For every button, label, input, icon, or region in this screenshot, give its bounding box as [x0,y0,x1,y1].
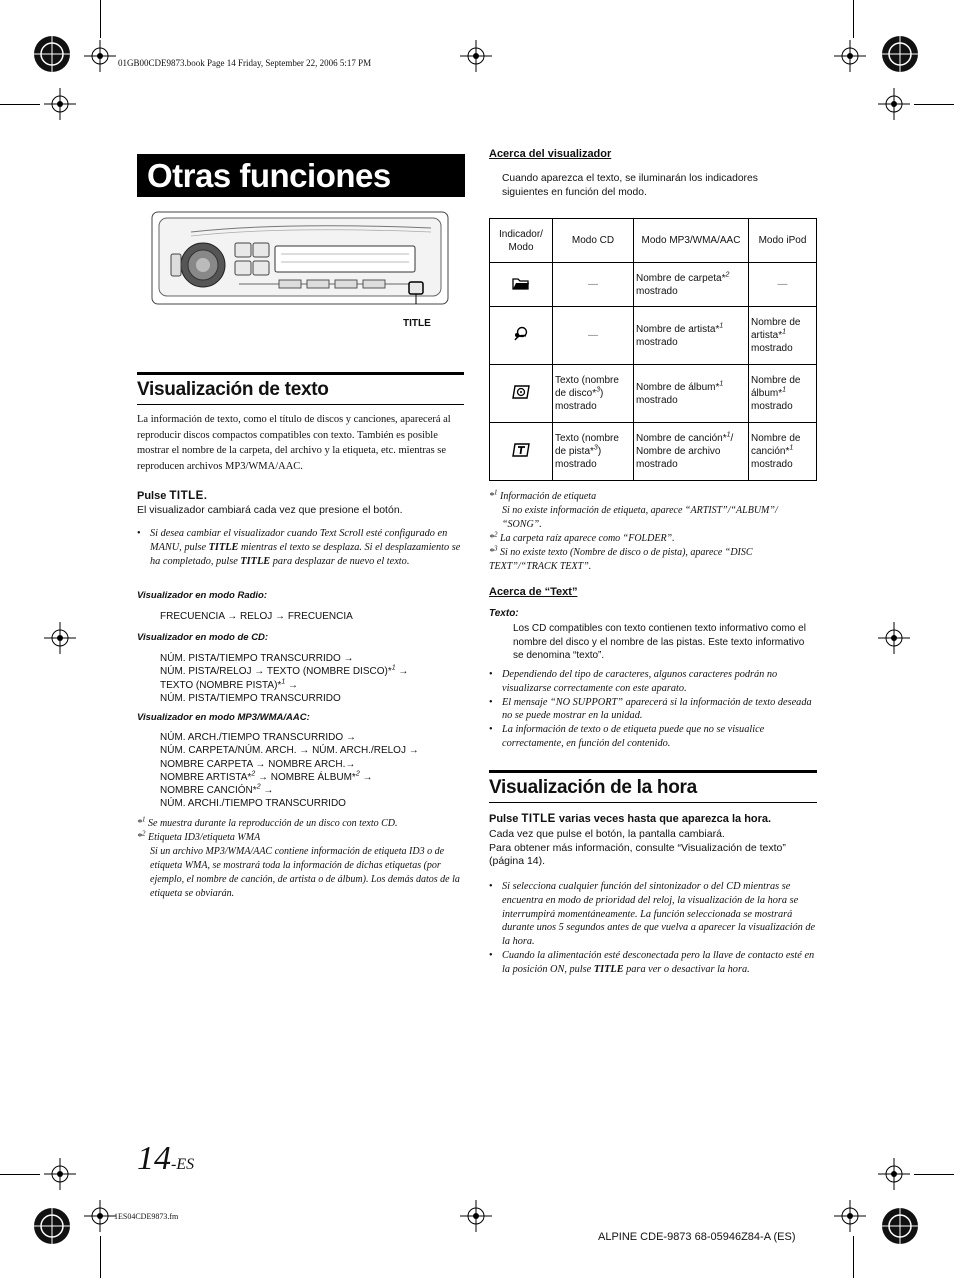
indicator-table [489,218,817,481]
arrow-right-icon: → [398,666,409,678]
text-display-step-desc: El visualizador cambiará cada vez que presione el botón. [137,504,403,516]
arrow-right-icon: → [227,611,238,622]
crop-line [853,1236,854,1278]
mp3-mode-heading: Visualizador en modo MP3/WMA/AAC: [137,712,310,723]
table-cell: Texto (nombre de disco*$^3$) mostrado [553,365,634,423]
print-footer-model: ALPINE CDE-9873 68-05946Z84-A (ES) [598,1231,796,1243]
title-key: TITLE [169,490,204,502]
table-cell: Nombre de carpeta*$^2$ mostrado [634,263,749,307]
registration-mark-icon [880,1206,920,1246]
print-footer-file: 1ES04CDE9873.fm [114,1212,179,1221]
footnote-1-body: Si no existe información de etiqueta, aparece “ARTIST”/“ALBUM”/ “SONG”. [502,505,778,530]
radio-mode-sequence: FRECUENCIA → RELOJ → FRECUENCIA [160,611,353,622]
indicator-cell [490,423,553,481]
footnote-2: *$^2$ Etiqueta ID3/etiqueta WMA [137,829,261,843]
table-header-cell: Modo iPod [749,219,817,263]
table-cell: Texto (nombre de pista*$^3$) mostrado [553,423,634,481]
table-cell: — [553,307,634,365]
section-heading-time-display: Visualización de la hora [489,770,817,803]
arrow-right-icon: → [408,745,419,757]
table-header-row [490,219,817,263]
about-text-notes [489,668,817,751]
text-display-footnotes [137,817,464,901]
arrow-right-icon: → [255,758,266,770]
list-item: • Dependiendo del tipo de caracteres, algunos caracteres podrán no visualizarse correctamente con este aparato. [489,668,817,696]
radio-mode-heading: Visualizador en modo Radio: [137,590,268,601]
time-display-desc: Cada vez que pulse el botón, la pantalla cambiará. Para obtener más información, consulte “Visualización de texto” (página 14). [489,828,786,867]
time-display-notes [489,880,817,977]
list-item: • Cuando la alimentación esté desconectada pero la llave de contacto esté en la posición ON, pulse TITLE para ver o desactivar la hora. [489,949,817,977]
cd-mode-sequence: NÚM. PISTA/TIEMPO TRANSCURRIDO → NÚM. PISTA/RELOJ → TEXTO (NOMBRE DISCO)*$^1$ → TEXTO (NOMBRE PISTA)*$^1$ → NÚM. PISTA/TIEMPO TRANSCURRIDO [160,653,409,704]
table-row [490,263,817,307]
crosshair-mark-icon [878,88,910,120]
arrow-right-icon: → [299,745,310,757]
crosshair-mark-icon [460,40,492,72]
folder-indicator-icon [512,276,530,290]
crosshair-mark-icon [878,1158,910,1190]
title-key: TITLE [521,813,556,825]
print-header: 01GB00CDE9873.book Page 14 Friday, September 22, 2006 5:17 PM [118,58,372,68]
list-item: • Si selecciona cualquier función del sintonizador o del CD mientras se encuentra en modo de prioridad del reloj, la visualización de la hora se interrumpirá momentáneamente. La función seleccionada se mostrará durante unos 5 segundos antes de que vuelva a aparecer la visualización de la hora. [489,880,817,949]
crosshair-mark-icon [878,622,910,654]
table-cell: Nombre de álbum*$^1$ mostrado [749,365,817,423]
table-row [490,365,817,423]
table-cell: Nombre de canción*$^1$ mostrado [749,423,817,481]
crosshair-mark-icon [460,1200,492,1232]
list-item: • Si desea cambiar el visualizador cuando Text Scroll esté configurado en MANU, pulse TITLE mientras el texto se desplaza. Si el desplazamiento se ha completado, pulse TITLE para desplazar de nuevo el texto. [137,527,464,568]
album-indicator-icon [512,385,530,399]
text-display-step: Pulse TITLE. [137,490,207,502]
page-title: Otras funciones [137,154,465,197]
arrow-right-icon: → [258,771,269,783]
crop-line [100,1236,101,1278]
song-indicator-icon [512,443,530,457]
footnote-2: *$^2$ La carpeta raíz aparece como “FOLDER”. [489,530,675,544]
registration-mark-icon [880,34,920,74]
table-cell: Nombre de álbum*$^1$ mostrado [634,365,749,423]
crop-line [853,0,854,38]
arrow-right-icon: → [343,653,354,664]
footnote-1: *$^1$ Información de etiqueta [489,488,597,502]
indicator-cell [490,263,553,307]
crop-line [914,1174,954,1175]
indicator-cell [490,365,553,423]
time-display-step: Pulse TITLE varias veces hasta que aparezca la hora. [489,813,772,825]
page-number: 14-ES [137,1140,195,1177]
crosshair-mark-icon [834,1200,866,1232]
arrow-right-icon: → [275,611,286,622]
section-heading-text-display: Visualización de texto [137,372,464,405]
arrow-right-icon: → [263,785,274,797]
crosshair-mark-icon [44,622,76,654]
table-header-cell: Modo MP3/WMA/AAC [634,219,749,263]
table-cell: — [749,263,817,307]
table-cell: Nombre de artista*$^1$ mostrado [634,307,749,365]
arrow-right-icon: → [345,732,356,743]
text-display-intro: La información de texto, como el título de discos y canciones, aparecerá al reproducir discos compactos compatibles con texto. También es posible mostrar el nombre de la carpeta, del archivo y la etiqueta, etc. mientras se reproducen archivos MP3/WMA/AAC. [137,414,451,472]
table-cell: Nombre de artista*$^1$ mostrado [749,307,817,365]
footnote-1: *$^1$ Se muestra durante la reproducción de un disco con texto CD. [137,815,398,829]
table-header-cell: Indicador/ Modo [490,219,553,263]
table-row [490,423,817,481]
crosshair-mark-icon [84,40,116,72]
crop-line [0,104,40,105]
arrow-right-icon: → [362,771,373,783]
arrow-right-icon: → [345,758,356,770]
list-item: • El mensaje “NO SUPPORT” aparecerá si la información de texto deseada no se puede mostrar en la unidad. [489,696,817,724]
crop-line [914,104,954,105]
table-footnotes [489,490,817,574]
indicator-cell [490,307,553,365]
artist-indicator-icon [512,326,530,342]
list-item: • La información de texto o de etiqueta puede que no se visualice correctamente, en función del contenido. [489,723,817,751]
crosshair-mark-icon [84,1200,116,1232]
table-row [490,307,817,365]
title-button-callout: TITLE [403,318,431,329]
table-cell: Nombre de canción*$^1$/ Nombre de archivo mostrado [634,423,749,481]
registration-mark-icon [32,34,72,74]
about-text-heading: Acerca de “Text” [489,586,578,598]
mp3-mode-sequence: NÚM. ARCH./TIEMPO TRANSCURRIDO → NÚM. CARPETA/NÚM. ARCH. → NÚM. ARCH./RELOJ → NOMBRE CARPETA → NOMBRE ARCH.→ NOMBRE ARTISTA*$^2$ → NOMBRE ÁLBUM*$^2$ → NOMBRE CANCIÓN*$^2$ → NÚM. ARCHI./TIEMPO TRANSCURRIDO [160,732,419,810]
table-cell: — [553,263,634,307]
crosshair-mark-icon [834,40,866,72]
about-display-heading: Acerca del visualizador [489,148,612,160]
car-stereo-icon [151,210,451,306]
footnote-2-body: Si un archivo MP3/WMA/AAC contiene información de etiqueta ID3 o de etiqueta WMA, se mostrará toda la información de dichas etiquetas (por ejemplo, el nombre de canción, de artista o de álbum). Los demás datos de la etiqueta se obviarán. [150,846,460,899]
about-text-term: Texto: [489,608,519,619]
head-unit-illustration [151,210,451,306]
about-display-intro: Cuando aparezca el texto, se iluminarán los indicadores siguientes en función del modo. [502,173,758,198]
registration-mark-icon [32,1206,72,1246]
text-display-notes [137,527,464,568]
cd-mode-heading: Visualizador en modo de CD: [137,632,269,643]
arrow-right-icon: → [254,666,265,678]
crop-line [0,1174,40,1175]
footnote-3: *$^3$ Si no existe texto (Nombre de disco o de pista), aparece “DISC TEXT”/“TRACK TEXT”. [489,544,753,572]
about-text-definition: Los CD compatibles con texto contienen texto informativo como el nombre del disco y el nombre de las pistas. Este texto informativo se denomina “texto”. [513,623,806,661]
arrow-right-icon: → [288,679,298,691]
crop-line [100,0,101,38]
table-header-cell: Modo CD [553,219,634,263]
crosshair-mark-icon [44,88,76,120]
crosshair-mark-icon [44,1158,76,1190]
